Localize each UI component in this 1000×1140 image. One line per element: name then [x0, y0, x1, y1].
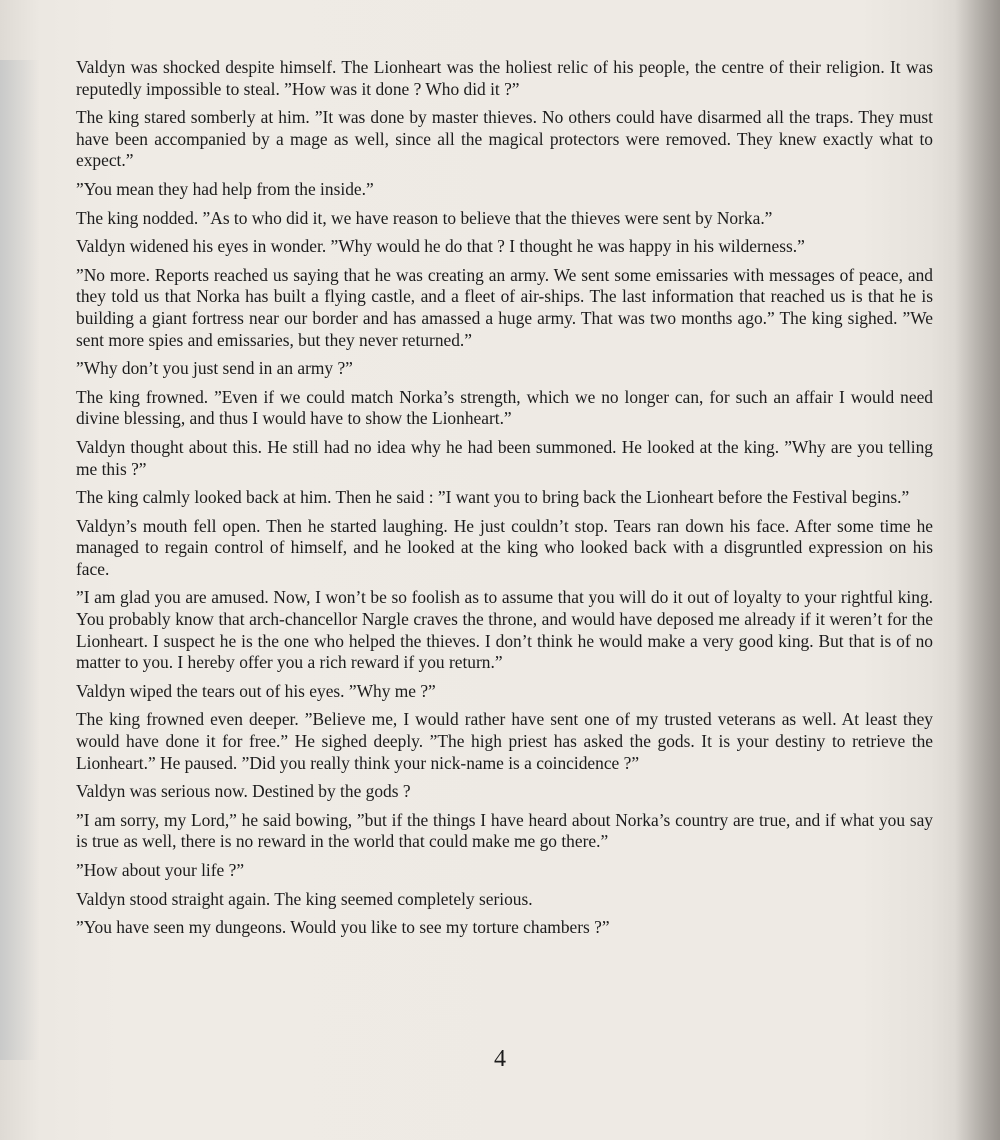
paragraph: Valdyn was shocked despite himself. The Lionheart was the holiest relic of his people, the centre of their religion. It was reputedly impossible to steal. ”How was it done ? Who did it ?” [76, 57, 933, 99]
paragraph: Valdyn stood straight again. The king seemed completely serious. [76, 888, 533, 909]
paragraph: The king nodded. ”As to who did it, we have reason to believe that the thieves were sent by Norka.” [76, 207, 773, 228]
paragraph: Valdyn was serious now. Destined by the gods ? [76, 781, 411, 802]
paragraph: ”I am sorry, my Lord,” he said bowing, ”but if the things I have heard about Norka’s country are true, and if what you say is true as well, there is no reward in the world that could make me go there.” [76, 809, 933, 852]
paragraph: ”Why don’t you just send in an army ?” [76, 358, 353, 379]
paragraph: ”I am glad you are amused. Now, I won’t be so foolish as to assume that you will do it out of loyalty to your rightful king. You probably know that arch-chancellor Nargle craves the throne, and would have deposed me already if it weren’t for the Lionheart. I suspect he is the one who helped the thieves. I don’t think he would make a very good king. But that is of no matter to you. I hereby offer you a rich reward if you return.” [76, 587, 933, 673]
page-edge-shadow-right [955, 0, 1000, 1140]
paragraph: The king stared somberly at him. ”It was done by master thieves. No others could have disarmed all the traps. They must have been accompanied by a mage as well, since all the magical protectors were removed. They knew exactly what to expect.” [76, 107, 933, 171]
page-number: 4 [494, 1046, 506, 1072]
paragraph: The king frowned even deeper. ”Believe me, I would rather have sent one of my trusted veterans as well. At least they would have done it for free.” He sighed deeply. ”The high priest has asked the gods. It is your destiny to retrieve the Lionheart.” He paused. ”Did you really think your nick-name is a coincidence ?” [76, 709, 933, 773]
paragraph: Valdyn’s mouth fell open. Then he started laughing. He just couldn’t stop. Tears ran down his face. After some time he managed to regain control of himself, and he looked at the king who looked back with a disgruntled expression on his face. [76, 515, 933, 579]
paragraph: The king frowned. ”Even if we could match Norka’s strength, which we no longer can, for such an affair I would need divine blessing, and thus I would have to show the Lionheart.” [76, 386, 933, 429]
paragraph: ”You have seen my dungeons. Would you like to see my torture chambers ?” [76, 917, 610, 938]
paragraph: ”No more. Reports reached us saying that he was creating an army. We sent some emissaries with messages of peace, and they told us that Norka has built a flying castle, and a fleet of air-ships. The last information that reached us is that he is building a giant fortress near our border and has amassed a huge army. That was two months ago.” The king sighed. ”We sent more spies and emissaries, but they never returned.” [76, 264, 933, 350]
paragraph: The king calmly looked back at him. Then he said : ”I want you to bring back the Lionheart before the Festival begins.” [76, 487, 910, 508]
paragraph: Valdyn widened his eyes in wonder. ”Why would he do that ? I thought he was happy in his wilderness.” [76, 236, 805, 257]
paragraph: Valdyn wiped the tears out of his eyes. ”Why me ?” [76, 680, 436, 701]
paragraph: Valdyn thought about this. He still had no idea why he had been summoned. He looked at the king. ”Why are you telling me this ?” [76, 436, 933, 479]
paragraph: ”You mean they had help from the inside.” [76, 178, 374, 199]
paragraph: ”How about your life ?” [76, 860, 245, 880]
page-edge-shadow-left [0, 60, 40, 1060]
body-text [76, 57, 933, 946]
